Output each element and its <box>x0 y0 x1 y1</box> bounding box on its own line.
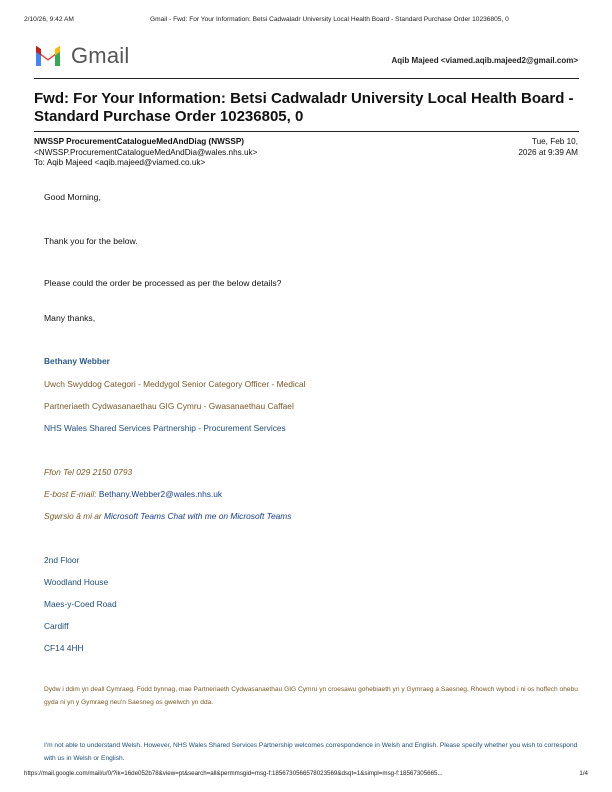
address-line-4: Cardiff <box>44 621 69 631</box>
email-date <box>518 137 578 158</box>
sender-block <box>34 137 257 169</box>
teams-prefix: Sgwrsio â mi ar <box>44 511 102 521</box>
address-line-3: Maes-y-Coed Road <box>44 599 117 609</box>
email-subject: Fwd: For Your Information: Betsi Cadwaladr University Local Health Board - Standard Purchase Order 10236805, 0 <box>34 90 574 125</box>
gmail-logo-icon <box>34 45 62 67</box>
sender-name: NWSSP ProcurementCatalogueMedAndDiag (NWSSP) <box>34 137 245 146</box>
sign-off: Many thanks, <box>44 313 96 323</box>
print-footer-url: https://mail.google.com/mail/u/0/?ik=16de052b78&view=pt&search=all&permmsgid=msg-f:1856730566578023569&dsqt=1&simpl=msg-f:18567305665... <box>24 770 443 777</box>
subject-divider <box>34 131 579 132</box>
welsh-language-notice: Dydw i ddim yn deall Cymraeg. Fodd bynnag, mae Partneriaeth Cydwasanaethau GIG Cymru yn croesawu gohebiaeth yn y Gymraeg a Saesneg. Rhowch wybod i ni os hoffech ohebu gyda ni yn y Gymraeg neu'n Saesneg os gwelwch yn dda. <box>44 686 578 706</box>
signature-name: Bethany Webber <box>44 356 110 366</box>
signature-title: Uwch Swyddog Categori - Meddygol Senior Category Officer - Medical <box>44 379 306 389</box>
english-language-notice: I'm not able to understand Welsh. However, NHS Wales Shared Services Partnership welcomes correspondence in Welsh and English. Please specify whether you wish to correspond with us in Welsh or English. <box>44 742 578 762</box>
address-line-1: 2nd Floor <box>44 555 80 565</box>
signature-phone: Ffon Tel 029 2150 0793 <box>44 467 133 477</box>
signature-email-row <box>44 489 222 499</box>
date-line-2: 2026 at 9:39 AM <box>518 147 578 157</box>
account-label: Aqib Majeed <viamed.aqib.majeed2@gmail.com> <box>391 56 578 65</box>
greeting: Good Morning, <box>44 192 101 202</box>
print-title: Gmail - Fwd: For Your Information: Betsi Cadwaladr University Local Health Board - Standard Purchase Order 10236805, 0 <box>150 16 509 23</box>
signature-teams-row <box>44 511 291 521</box>
sender-email: <NWSSP.ProcurementCatalogueMedAndDia@wales.nhs.uk> <box>34 147 258 157</box>
body-line-1: Thank you for the below. <box>44 236 138 246</box>
signature-email-link[interactable]: Bethany.Webber2@wales.nhs.uk <box>98 489 223 499</box>
signature-org-welsh: Partneriaeth Cydwasanaethau GIG Cymru - Gwasanaethau Caffael <box>44 401 294 411</box>
signature-org-english: NHS Wales Shared Services Partnership - Procurement Services <box>44 423 286 433</box>
address-line-2: Woodland House <box>44 577 109 587</box>
date-line-1: Tue, Feb 10, <box>531 137 578 146</box>
address-line-5: CF14 4HH <box>44 643 84 653</box>
email-label: E-bost E-mail: <box>44 489 97 499</box>
header-divider <box>34 78 579 79</box>
print-datetime: 2/10/26, 9:42 AM <box>24 16 74 23</box>
body-line-2: Please could the order be processed as per the below details? <box>44 278 282 288</box>
teams-chat-link[interactable]: Microsoft Teams Chat with me on Microsoft Teams <box>104 511 292 521</box>
app-name: Gmail <box>71 43 130 68</box>
page-number: 1/4 <box>579 770 588 777</box>
recipient: To: Aqib Majeed <aqib.majeed@viamed.co.uk> <box>34 158 206 167</box>
